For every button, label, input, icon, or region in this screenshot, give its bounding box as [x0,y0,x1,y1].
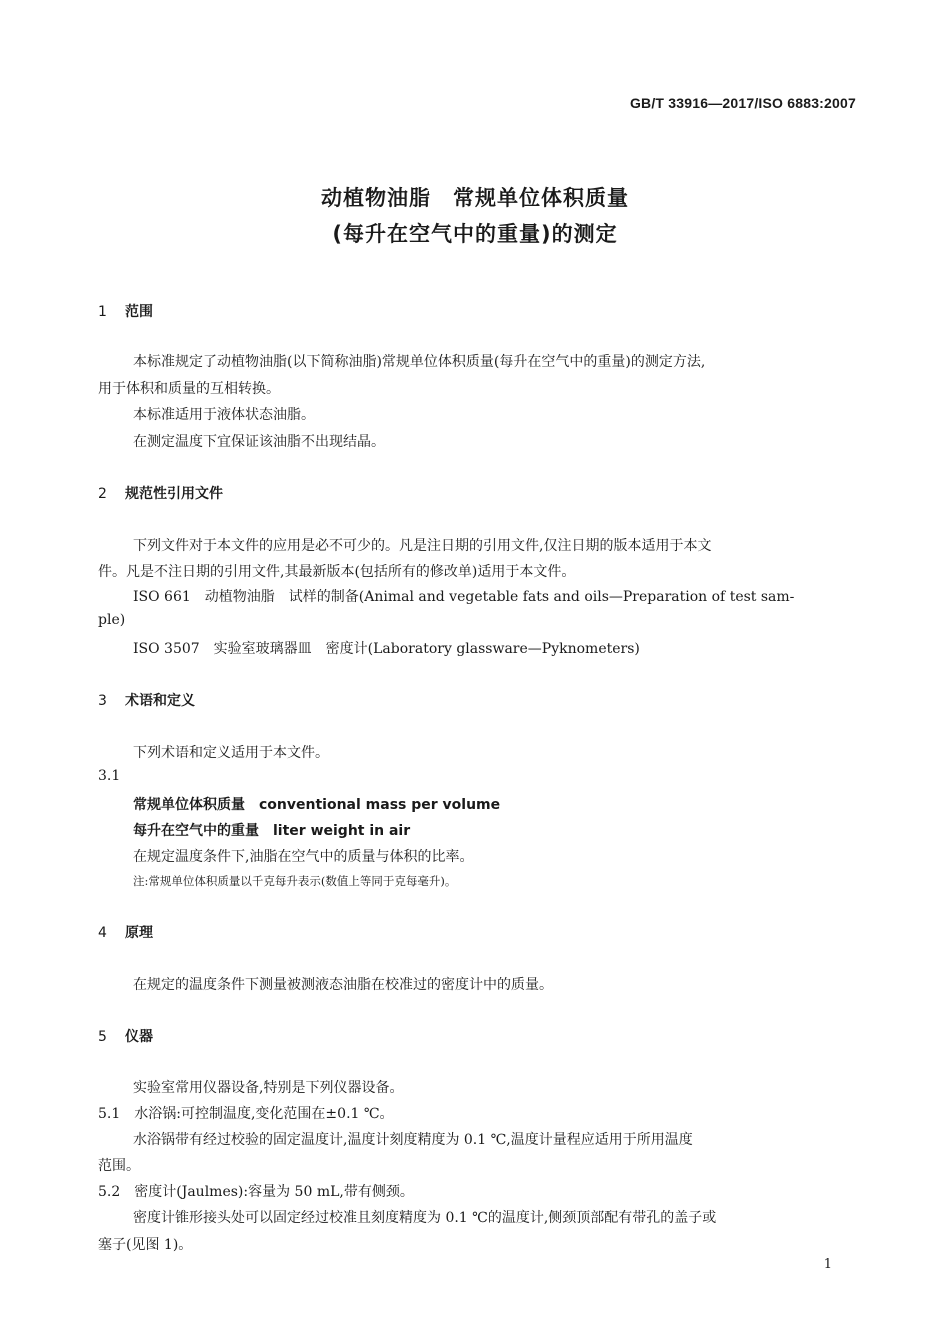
s3-paragraph-1: 下列术语和定义适用于本文件。 [133,745,329,761]
term-2-english: liter weight in air [273,823,411,839]
item-5-2-description-line-2: 塞子(见图 1)。 [98,1237,193,1253]
item-5-2-description-line-1: 密度计锥形接头处可以固定经过校准且刻度精度为 0.1 ℃的温度计,侧颈顶部配有带孔的盖子或 [133,1210,717,1226]
standard-code: GB/T 33916—2017/ISO 6883:2007 [629,95,856,111]
term-number: 3.1 [98,768,121,784]
section-2-heading [98,483,223,503]
term-definition: 在规定温度条件下,油脂在空气中的质量与体积的比率。 [133,849,474,865]
section-4-heading [98,922,153,942]
page-number: 1 [823,1257,832,1272]
section-title: 范围 [125,304,153,320]
term-2 [133,820,410,840]
section-title: 规范性引用文件 [125,486,223,502]
item-5-1-description-line-1: 水浴锅带有经过校验的固定温度计,温度计刻度精度为 0.1 ℃,温度计量程应适用于所用温度 [133,1132,693,1148]
normative-reference-iso-3507: ISO 3507 实验室玻璃器皿 密度计(Laboratory glassware—Pyknometers) [133,641,640,657]
s2-paragraph-1-line-2: 件。凡是不注日期的引用文件,其最新版本(包括所有的修改单)适用于本文件。 [98,564,576,580]
normative-reference-iso-661-line-2: ple) [98,612,126,628]
section-5-heading [98,1026,153,1046]
section-number: 2 [98,486,107,502]
normative-reference-iso-661-line-1: ISO 661 动植物油脂 试样的制备(Animal and vegetable fats and oils—Preparation of test sam- [133,589,795,605]
section-title: 术语和定义 [125,693,195,709]
section-title: 仪器 [125,1029,153,1045]
s1-paragraph-3: 在测定温度下宜保证该油脂不出现结晶。 [133,434,385,450]
item-5-2-pyknometer: 5.2 密度计(Jaulmes):容量为 50 mL,带有侧颈。 [98,1184,414,1200]
section-number: 1 [98,304,107,320]
s1-paragraph-2: 本标准适用于液体状态油脂。 [133,407,315,423]
s5-paragraph-1: 实验室常用仪器设备,特别是下列仪器设备。 [133,1080,404,1096]
s1-paragraph-1-line-2: 用于体积和质量的互相转换。 [98,381,280,397]
s4-paragraph-1: 在规定的温度条件下测量被测液态油脂在校准过的密度计中的质量。 [133,977,553,993]
s2-paragraph-1-line-1: 下列文件对于本文件的应用是必不可少的。凡是注日期的引用文件,仅注日期的版本适用于本文 [133,538,712,554]
s1-paragraph-1-line-1: 本标准规定了动植物油脂(以下简称油脂)常规单位体积质量(每升在空气中的重量)的测定方法, [133,354,706,370]
document-title-line-1: 动植物油脂 常规单位体积质量 [321,186,629,210]
term-note: 注:常规单位体积质量以千克每升表示(数值上等同于克每毫升)。 [133,874,457,888]
section-1-heading [98,301,153,321]
term-1-chinese: 常规单位体积质量 [133,797,245,813]
term-1 [133,794,500,814]
item-5-1-description-line-2: 范围。 [98,1158,140,1174]
item-5-1-water-bath: 5.1 水浴锅:可控制温度,变化范围在±0.1 ℃。 [98,1106,394,1122]
document-title-line-2: (每升在空气中的重量)的测定 [332,222,618,246]
term-2-chinese: 每升在空气中的重量 [133,823,259,839]
section-number: 5 [98,1029,107,1045]
section-3-heading [98,690,195,710]
term-1-english: conventional mass per volume [259,797,501,813]
section-number: 3 [98,693,107,709]
section-number: 4 [98,925,107,941]
section-title: 原理 [125,925,153,941]
